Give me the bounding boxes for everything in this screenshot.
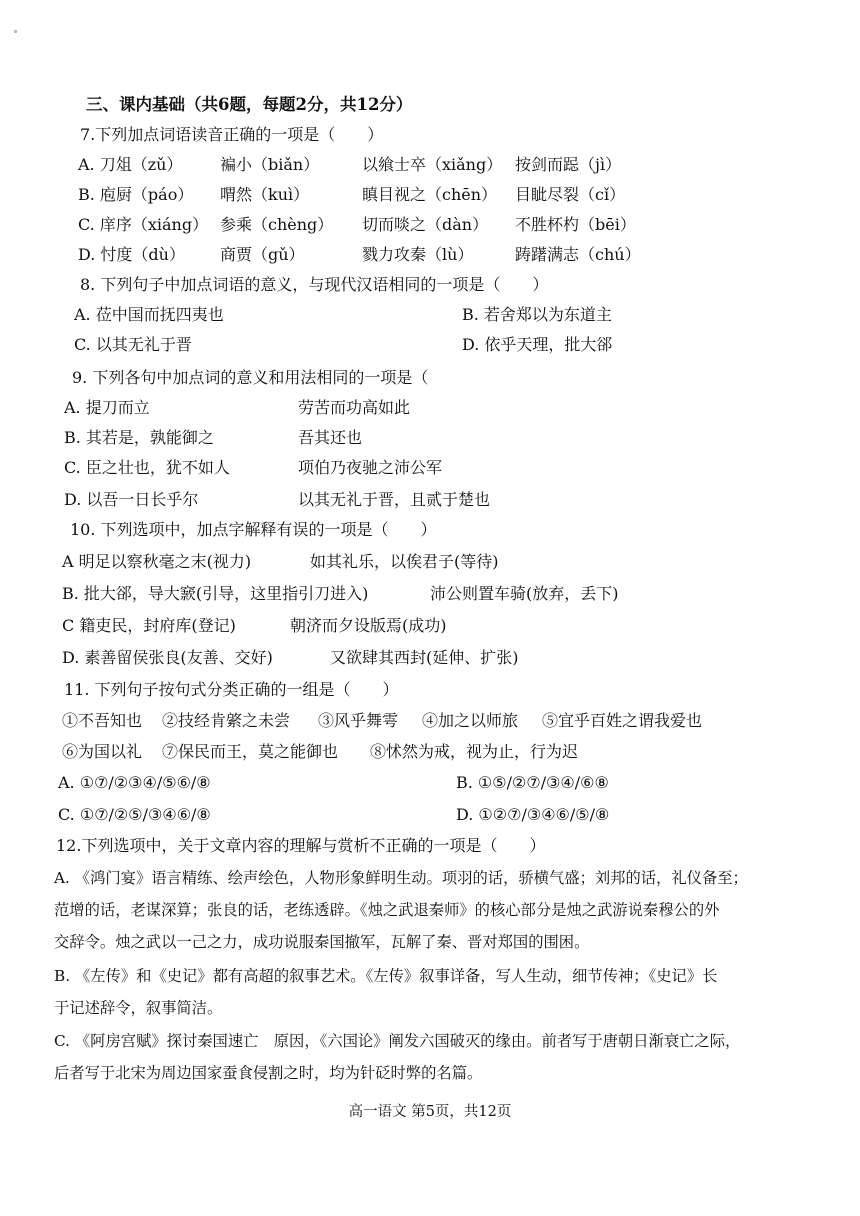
q12-line-5: 于记述辞令，叙事简洁。	[54, 999, 223, 1017]
q12-line-2: 范增的话，老谋深算；张良的话，老练透辟。《烛之武退秦师》的核心部分是烛之武游说秦穆公的外	[54, 901, 720, 919]
q7-c-1: C. 庠序（xiáng）	[78, 215, 209, 234]
q10-b-2: 沛公则置车骑(放弃，丢下)	[430, 584, 619, 603]
q11-item-5: ⑤宜乎百姓之谓我爱也	[542, 711, 703, 730]
q10-d-1: D. 素善留侯张良(友善、交好)	[62, 648, 273, 667]
q10-c-2: 朝济而夕设版焉(成功)	[290, 616, 447, 635]
q11-stem: 11. 下列句子按句式分类正确的一组是（ ）	[64, 680, 399, 699]
q11-option-d: D. ①②⑦/③④⑥/⑤/⑧	[456, 805, 610, 824]
scan-speck	[14, 30, 17, 33]
q9-b-1: B. 其若是，孰能御之	[64, 428, 214, 447]
q9-a-1: A. 提刀而立	[64, 398, 150, 417]
q11-item-6: ⑥为国以礼	[62, 742, 143, 761]
q7-d-4: 踌躇满志（chú）	[515, 245, 641, 264]
q7-d-1: D. 忖度（dù）	[78, 245, 185, 264]
q8-option-b: B. 若舍郑以为东道主	[462, 305, 612, 324]
q7-d-3: 戮力攻秦（lù）	[362, 245, 474, 264]
q9-c-2: 项伯乃夜驰之沛公军	[298, 458, 443, 477]
section-heading: 三、课内基础（共6题，每题2分，共12分）	[86, 95, 413, 114]
q11-item-1: ①不吾知也	[62, 711, 143, 730]
q12-line-4: B. 《左传》和《史记》都有高超的叙事艺术。《左传》叙事详备，写人生动，细节传神；《史记》长	[54, 967, 718, 985]
q7-c-4: 不胜杯杓（bēi）	[515, 215, 636, 234]
q11-option-c: C. ①⑦/②⑤/③④⑥/⑧	[58, 805, 211, 824]
q7-b-1: B. 庖厨（páo）	[78, 185, 194, 204]
q9-a-2: 劳苦而功高如此	[298, 398, 411, 417]
q9-d-1: D. 以吾一日长乎尔	[64, 490, 199, 509]
q11-option-a: A. ①⑦/②③④/⑤⑥/⑧	[58, 773, 211, 792]
q11-option-b: B. ①⑤/②⑦/③④/⑥⑧	[456, 773, 609, 792]
q8-option-c: C. 以其无礼于晋	[74, 335, 192, 354]
q12-line-6: C. 《阿房宫赋》探讨秦国速亡 原因，《六国论》阐发六国破灭的缘由。前者写于唐朝日渐衰亡之际，	[54, 1032, 741, 1050]
q11-item-4: ④加之以师旅	[422, 711, 519, 730]
q7-c-2: 参乘（chèng）	[220, 215, 334, 234]
q9-c-1: C. 臣之壮也，犹不如人	[64, 458, 230, 477]
q7-a-4: 按剑而跽（jì）	[515, 155, 622, 174]
q10-d-2: 又欲肆其西封(延伸、扩张)	[330, 648, 519, 667]
q7-a-3: 以飨士卒（xiǎng）	[362, 155, 503, 174]
q8-stem: 8. 下列句子中加点词语的意义，与现代汉语相同的一项是（ ）	[80, 275, 549, 294]
q7-b-2: 喟然（kuì）	[220, 185, 310, 204]
q7-b-4: 目眦尽裂（cǐ）	[515, 185, 626, 204]
q7-b-3: 瞋目视之（chēn）	[362, 185, 498, 204]
q12-stem: 12.下列选项中，关于文章内容的理解与赏析不正确的一项是（ ）	[56, 836, 546, 855]
q12-line-7: 后者写于北宋为周边国家蚕食侵割之时，均为针砭时弊的名篇。	[54, 1064, 483, 1082]
q11-item-3: ③风乎舞雩	[318, 711, 399, 730]
q8-option-d: D. 依乎天理，批大郤	[462, 335, 613, 354]
q8-option-a: A. 莅中国而抚四夷也	[74, 305, 224, 324]
q11-item-8: ⑧怵然为戒，视为止，行为迟	[370, 742, 579, 761]
q11-item-2: ②技经肯綮之未尝	[162, 711, 291, 730]
q11-item-7: ⑦保民而王，莫之能御也	[162, 742, 339, 761]
q10-a-1: A 明足以察秋毫之末(视力)	[62, 552, 252, 571]
q10-a-2: 如其礼乐，以俟君子(等待)	[310, 552, 499, 571]
q10-b-1: B. 批大郤，导大窾(引导，这里指引刀进入)	[62, 584, 369, 603]
q12-line-1: A. 《鸿门宴》语言精练、绘声绘色，人物形象鲜明生动。项羽的话，骄横气盛；刘邦的话，礼仪备至；	[54, 869, 748, 887]
page-footer: 高一语文 第5页，共12页	[348, 1104, 512, 1120]
q9-d-2: 以其无礼于晋，且贰于楚也	[298, 490, 491, 509]
q9-b-2: 吾其还也	[298, 428, 363, 447]
q7-d-2: 商贾（gǔ）	[220, 245, 305, 264]
q7-c-3: 切而啖之（dàn）	[362, 215, 489, 234]
q10-stem: 10. 下列选项中，加点字解释有误的一项是（ ）	[70, 520, 437, 539]
q7-a-2: 褊小（biǎn）	[220, 155, 320, 174]
q7-stem: 7.下列加点词语读音正确的一项是（ ）	[80, 125, 384, 144]
q10-c-1: C 籍吏民，封府库(登记)	[62, 616, 236, 635]
q9-stem: 9. 下列各句中加点词的意义和用法相同的一项是（	[72, 368, 429, 387]
q7-a-1: A. 刀俎（zǔ）	[78, 155, 183, 174]
q12-line-3: 交辞令。烛之武以一己之力，成功说服秦国撤军，瓦解了秦、晋对郑国的围困。	[54, 933, 590, 951]
